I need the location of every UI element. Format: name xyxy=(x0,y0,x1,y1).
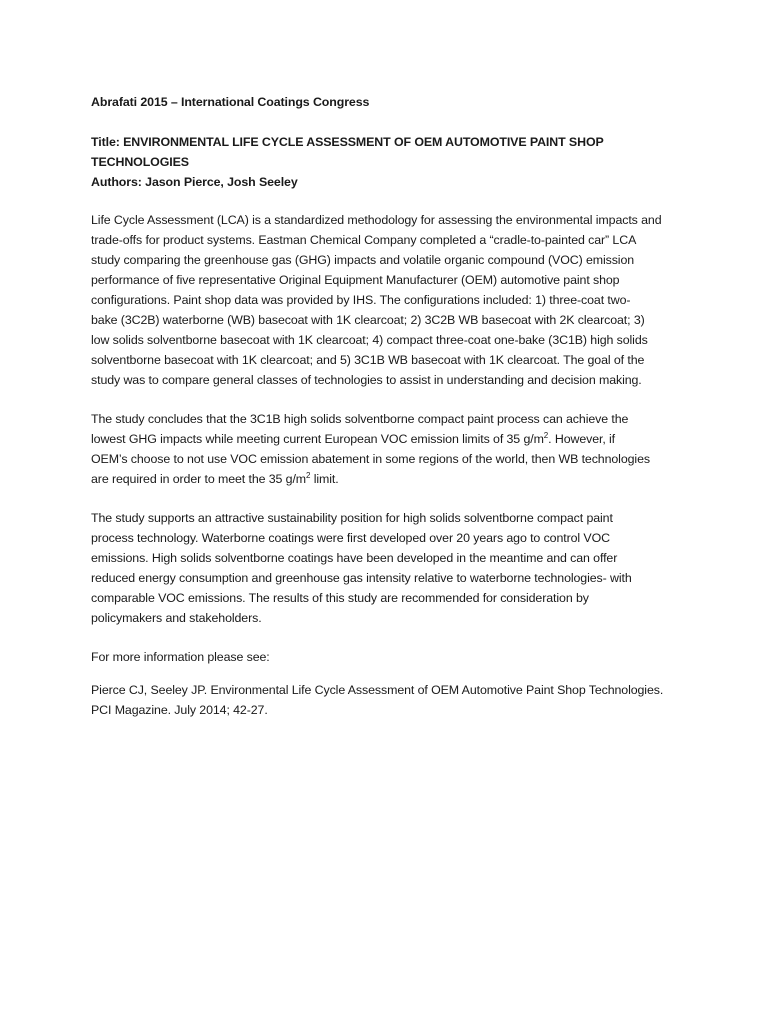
paragraph-line: study comparing the greenhouse gas (GHG) impacts and volatile organic compound (VOC) emission xyxy=(91,253,635,267)
paper-authors: Authors: Jason Pierce, Josh Seeley xyxy=(91,175,298,189)
conference-heading: Abrafati 2015 – International Coatings Congress xyxy=(91,95,370,109)
paragraph-line: policymakers and stakeholders. xyxy=(91,611,262,625)
paper-title-line1: Title: ENVIRONMENTAL LIFE CYCLE ASSESSMENT OF OEM AUTOMOTIVE PAINT SHOP xyxy=(91,135,604,149)
paragraph-line: solventborne basecoat with 1K clearcoat; and 5) 3C1B WB basecoat with 1K clearcoat. The goal of the xyxy=(91,353,645,367)
title-block xyxy=(91,132,681,192)
text-run: are required in order to meet the 35 g/m xyxy=(91,472,307,486)
more-info-label: For more information please see: xyxy=(91,650,270,664)
text-run: . However, if xyxy=(548,432,616,446)
paragraph-line: reduced energy consumption and greenhouse gas intensity relative to waterborne technologies- with xyxy=(91,571,632,585)
paragraph-line: trade-offs for product systems. Eastman Chemical Company completed a “cradle-to-painted car” LCA xyxy=(91,233,637,247)
paragraph-line xyxy=(91,469,681,489)
paragraph-line: bake (3C2B) waterborne (WB) basecoat with 1K clearcoat; 2) 3C2B WB basecoat with 2K clearcoat; 3) xyxy=(91,313,645,327)
paragraph-line: process technology. Waterborne coatings were first developed over 20 years ago to control VOC xyxy=(91,531,610,545)
text-run: lowest GHG impacts while meeting current European VOC emission limits of 35 g/m xyxy=(91,432,544,446)
reference-citation xyxy=(91,680,681,720)
paper-title-line2: TECHNOLOGIES xyxy=(91,155,189,169)
paragraph-line: configurations. Paint shop data was provided by IHS. The configurations included: 1) three-coat two- xyxy=(91,293,631,307)
superscript: 2 xyxy=(306,470,311,480)
paragraph-line: OEM’s choose to not use VOC emission abatement in some regions of the world, then WB technologies xyxy=(91,452,650,466)
superscript: 2 xyxy=(543,430,549,440)
reference-line: PCI Magazine. July 2014; 42-27. xyxy=(91,703,268,717)
paragraph-line: low solids solventborne basecoat with 1K clearcoat; 4) compact three-coat one-bake (3C1B) high solids xyxy=(91,333,648,347)
text-run: limit. xyxy=(310,472,339,486)
paragraph-line: The study supports an attractive sustainability position for high solids solventborne compact paint xyxy=(91,511,613,525)
reference-line: Pierce CJ, Seeley JP. Environmental Life Cycle Assessment of OEM Automotive Paint Shop Technologies. xyxy=(91,683,664,697)
paragraph-line: Life Cycle Assessment (LCA) is a standardized methodology for assessing the environmental impacts and xyxy=(91,213,662,227)
paragraph-line xyxy=(91,429,681,449)
document-body xyxy=(91,92,681,720)
paragraph-conclusions xyxy=(91,409,681,489)
paragraph-line: emissions. High solids solventborne coatings have been developed in the meantime and can offer xyxy=(91,551,618,565)
paragraph-sustainability xyxy=(91,508,681,628)
paragraph-line: study was to compare general classes of technologies to assist in understanding and decision making. xyxy=(91,373,642,387)
paragraph-line: comparable VOC emissions. The results of this study are recommended for consideration by xyxy=(91,591,589,605)
paragraph-line: performance of five representative Original Equipment Manufacturer (OEM) automotive paint shop xyxy=(91,273,620,287)
paragraph-line: The study concludes that the 3C1B high solids solventborne compact paint process can achieve the xyxy=(91,412,629,426)
paragraph-lca-intro xyxy=(91,210,681,390)
